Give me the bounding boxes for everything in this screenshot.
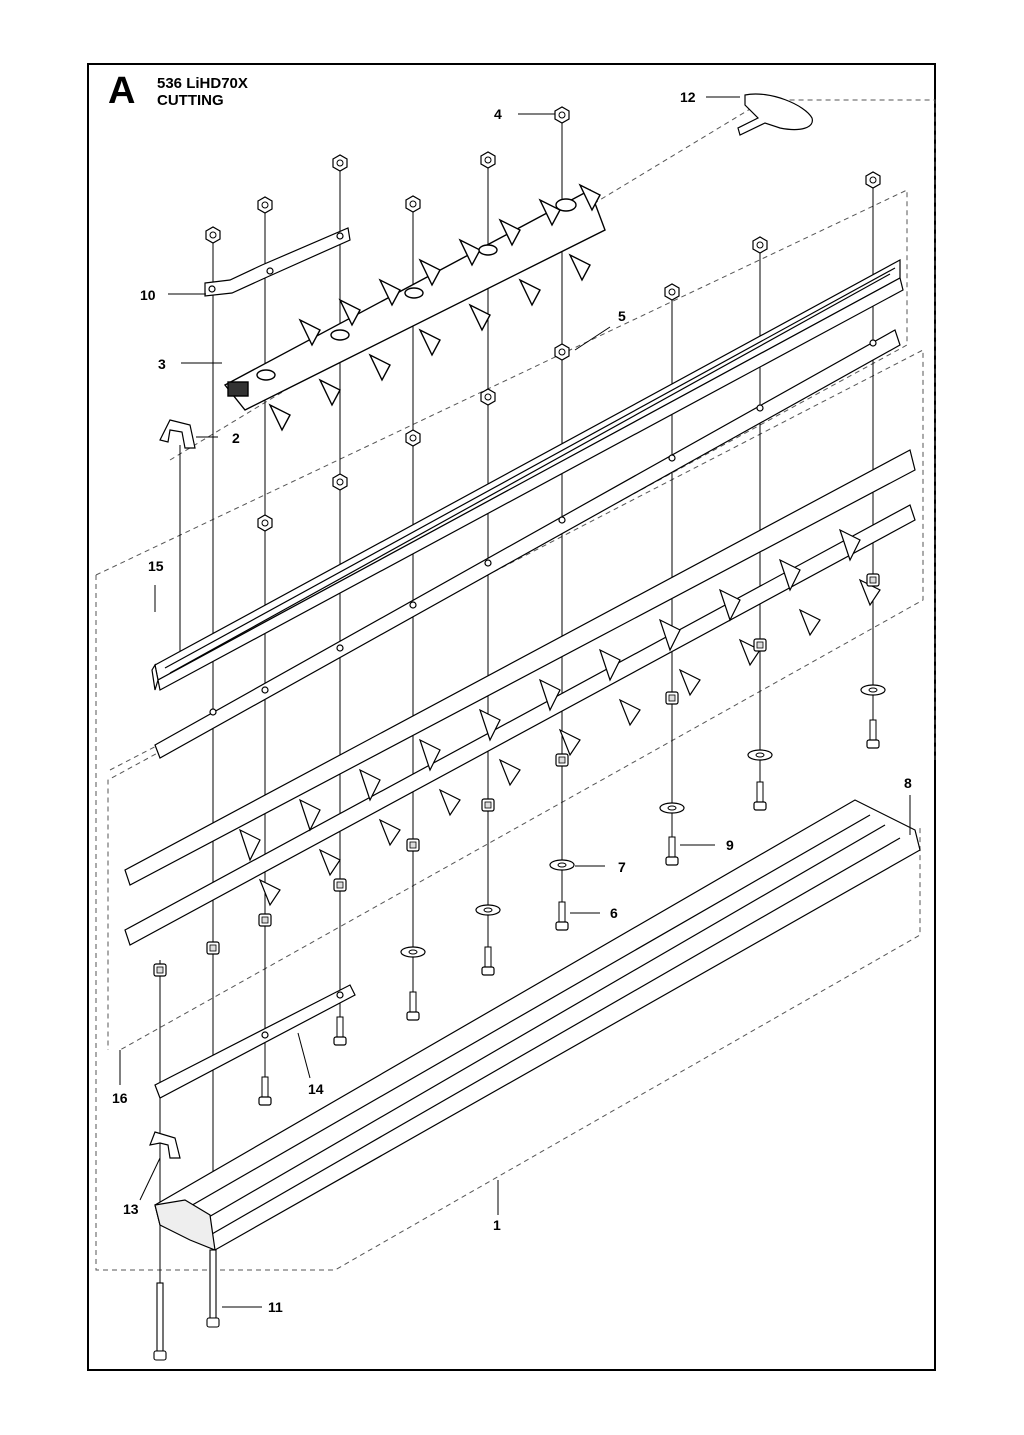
callout-1: 1 bbox=[493, 1217, 501, 1233]
callout-5: 5 bbox=[618, 308, 626, 324]
part-13-clip bbox=[150, 1132, 180, 1158]
part-2-clip bbox=[160, 420, 195, 448]
callout-11: 11 bbox=[268, 1299, 283, 1315]
callout-16: 16 bbox=[112, 1090, 128, 1106]
callout-12: 12 bbox=[680, 89, 696, 105]
callout-14: 14 bbox=[308, 1081, 324, 1097]
part-3-upper-blade bbox=[225, 185, 605, 430]
part-14-lower-plate bbox=[155, 985, 355, 1098]
callout-2: 2 bbox=[232, 430, 240, 446]
part-10-bracket bbox=[205, 228, 350, 296]
callout-15: 15 bbox=[148, 558, 164, 574]
callout-3: 3 bbox=[158, 356, 166, 372]
callout-4: 4 bbox=[494, 106, 502, 122]
part-11-long-bolts bbox=[154, 1250, 219, 1360]
callout-8: 8 bbox=[904, 775, 912, 791]
callout-6: 6 bbox=[610, 905, 618, 921]
callout-10: 10 bbox=[140, 287, 156, 303]
callout-13: 13 bbox=[123, 1201, 139, 1217]
callout-7: 7 bbox=[618, 859, 626, 875]
section-letter: A bbox=[108, 70, 136, 112]
model-name: 536 LiHD70X bbox=[157, 75, 248, 92]
group-name: CUTTING bbox=[157, 92, 224, 109]
callout-9: 9 bbox=[726, 837, 734, 853]
washers bbox=[401, 685, 885, 957]
